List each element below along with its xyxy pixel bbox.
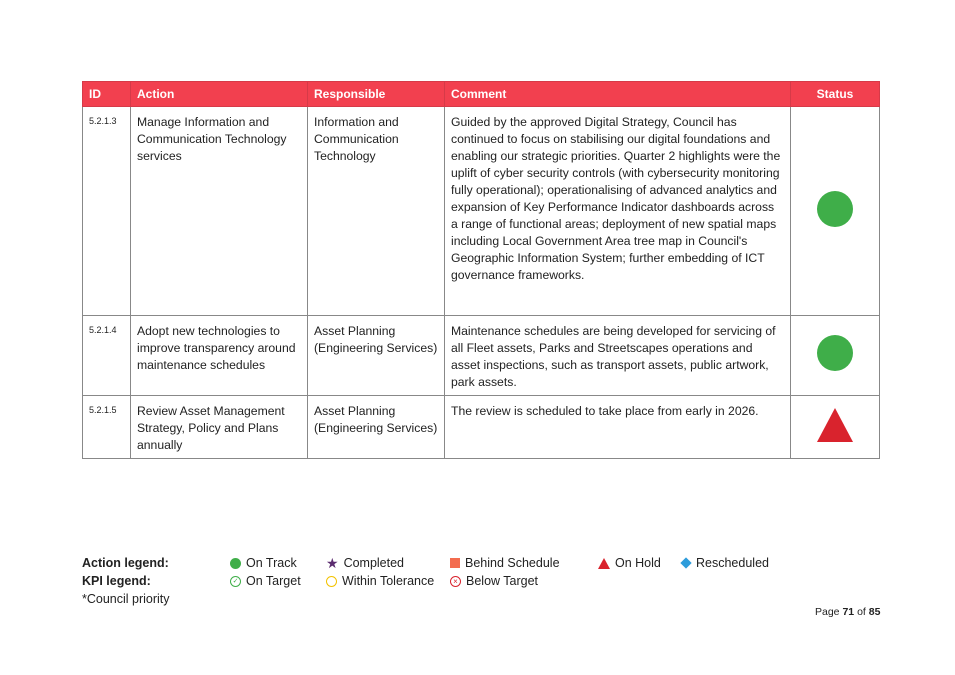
council-priority-note: *Council priority xyxy=(82,592,170,606)
row-action: Manage Information and Communication Technology services xyxy=(131,107,308,316)
action-table xyxy=(82,81,880,459)
header-action: Action xyxy=(131,82,308,107)
table-row xyxy=(83,316,880,396)
on-track-icon xyxy=(230,558,241,569)
row-responsible: Asset Planning (Engineering Services) xyxy=(308,316,445,396)
legend-on-target: ✓ On Target xyxy=(230,574,301,588)
x-circle-icon: × xyxy=(450,576,461,587)
row-status xyxy=(791,107,880,316)
row-action: Review Asset Management Strategy, Policy and Plans annually xyxy=(131,396,308,459)
row-status xyxy=(791,316,880,396)
row-responsible: Information and Communication Technology xyxy=(308,107,445,316)
row-id: 5.2.1.5 xyxy=(83,396,131,459)
check-circle-icon: ✓ xyxy=(230,576,241,587)
legend-behind-schedule: Behind Schedule xyxy=(450,556,560,570)
kpi-legend-label: KPI legend: xyxy=(82,574,151,588)
row-status xyxy=(791,396,880,459)
row-comment: Maintenance schedules are being developed for servicing of all Fleet assets, Parks and Streetscapes operations and asset inspections, such as transport assets, public artwork, park assets. xyxy=(445,316,791,396)
on-hold-icon xyxy=(598,558,610,569)
action-legend-label: Action legend: xyxy=(82,556,169,570)
page-number: Page 71 of 85 xyxy=(815,606,881,618)
behind-schedule-icon xyxy=(450,558,460,568)
legend-completed: ★ Completed xyxy=(326,555,405,571)
table-row xyxy=(83,107,880,316)
tolerance-circle-icon xyxy=(326,576,337,587)
row-comment: Guided by the approved Digital Strategy, Council has continued to focus on stabilising our digital foundations and enabling our strategic priorities. Quarter 2 highlights were the uplift of cyber security controls (with cybersecurity monitoring fully operational); operationalising of advanced analytics and expansion of Key Performance Indicator dashboards across a range of functional areas; deployment of new spatial maps including Local Government Area tree map in Council's Geographic Information System; further embedding of ICT governance frameworks. xyxy=(445,107,791,316)
legend-below-target: × Below Target xyxy=(450,574,538,588)
row-action: Adopt new technologies to improve transparency around maintenance schedules xyxy=(131,316,308,396)
on-track-status-icon xyxy=(817,335,853,371)
row-id: 5.2.1.4 xyxy=(83,316,131,396)
table-row xyxy=(83,396,880,459)
header-responsible: Responsible xyxy=(308,82,445,107)
header-comment: Comment xyxy=(445,82,791,107)
header-id: ID xyxy=(83,82,131,107)
table-header-row xyxy=(83,82,880,107)
header-status: Status xyxy=(791,82,880,107)
row-id: 5.2.1.3 xyxy=(83,107,131,316)
star-icon: ★ xyxy=(326,555,339,571)
row-responsible: Asset Planning (Engineering Services) xyxy=(308,396,445,459)
legend-rescheduled: Rescheduled xyxy=(680,556,769,570)
legend-on-track: On Track xyxy=(230,556,297,570)
on-track-status-icon xyxy=(817,191,853,227)
row-comment: The review is scheduled to take place from early in 2026. xyxy=(445,396,791,459)
rescheduled-icon xyxy=(680,557,691,568)
legend-within-tolerance: Within Tolerance xyxy=(326,574,434,588)
on-hold-status-icon xyxy=(817,408,853,442)
legend-on-hold: On Hold xyxy=(598,556,661,570)
